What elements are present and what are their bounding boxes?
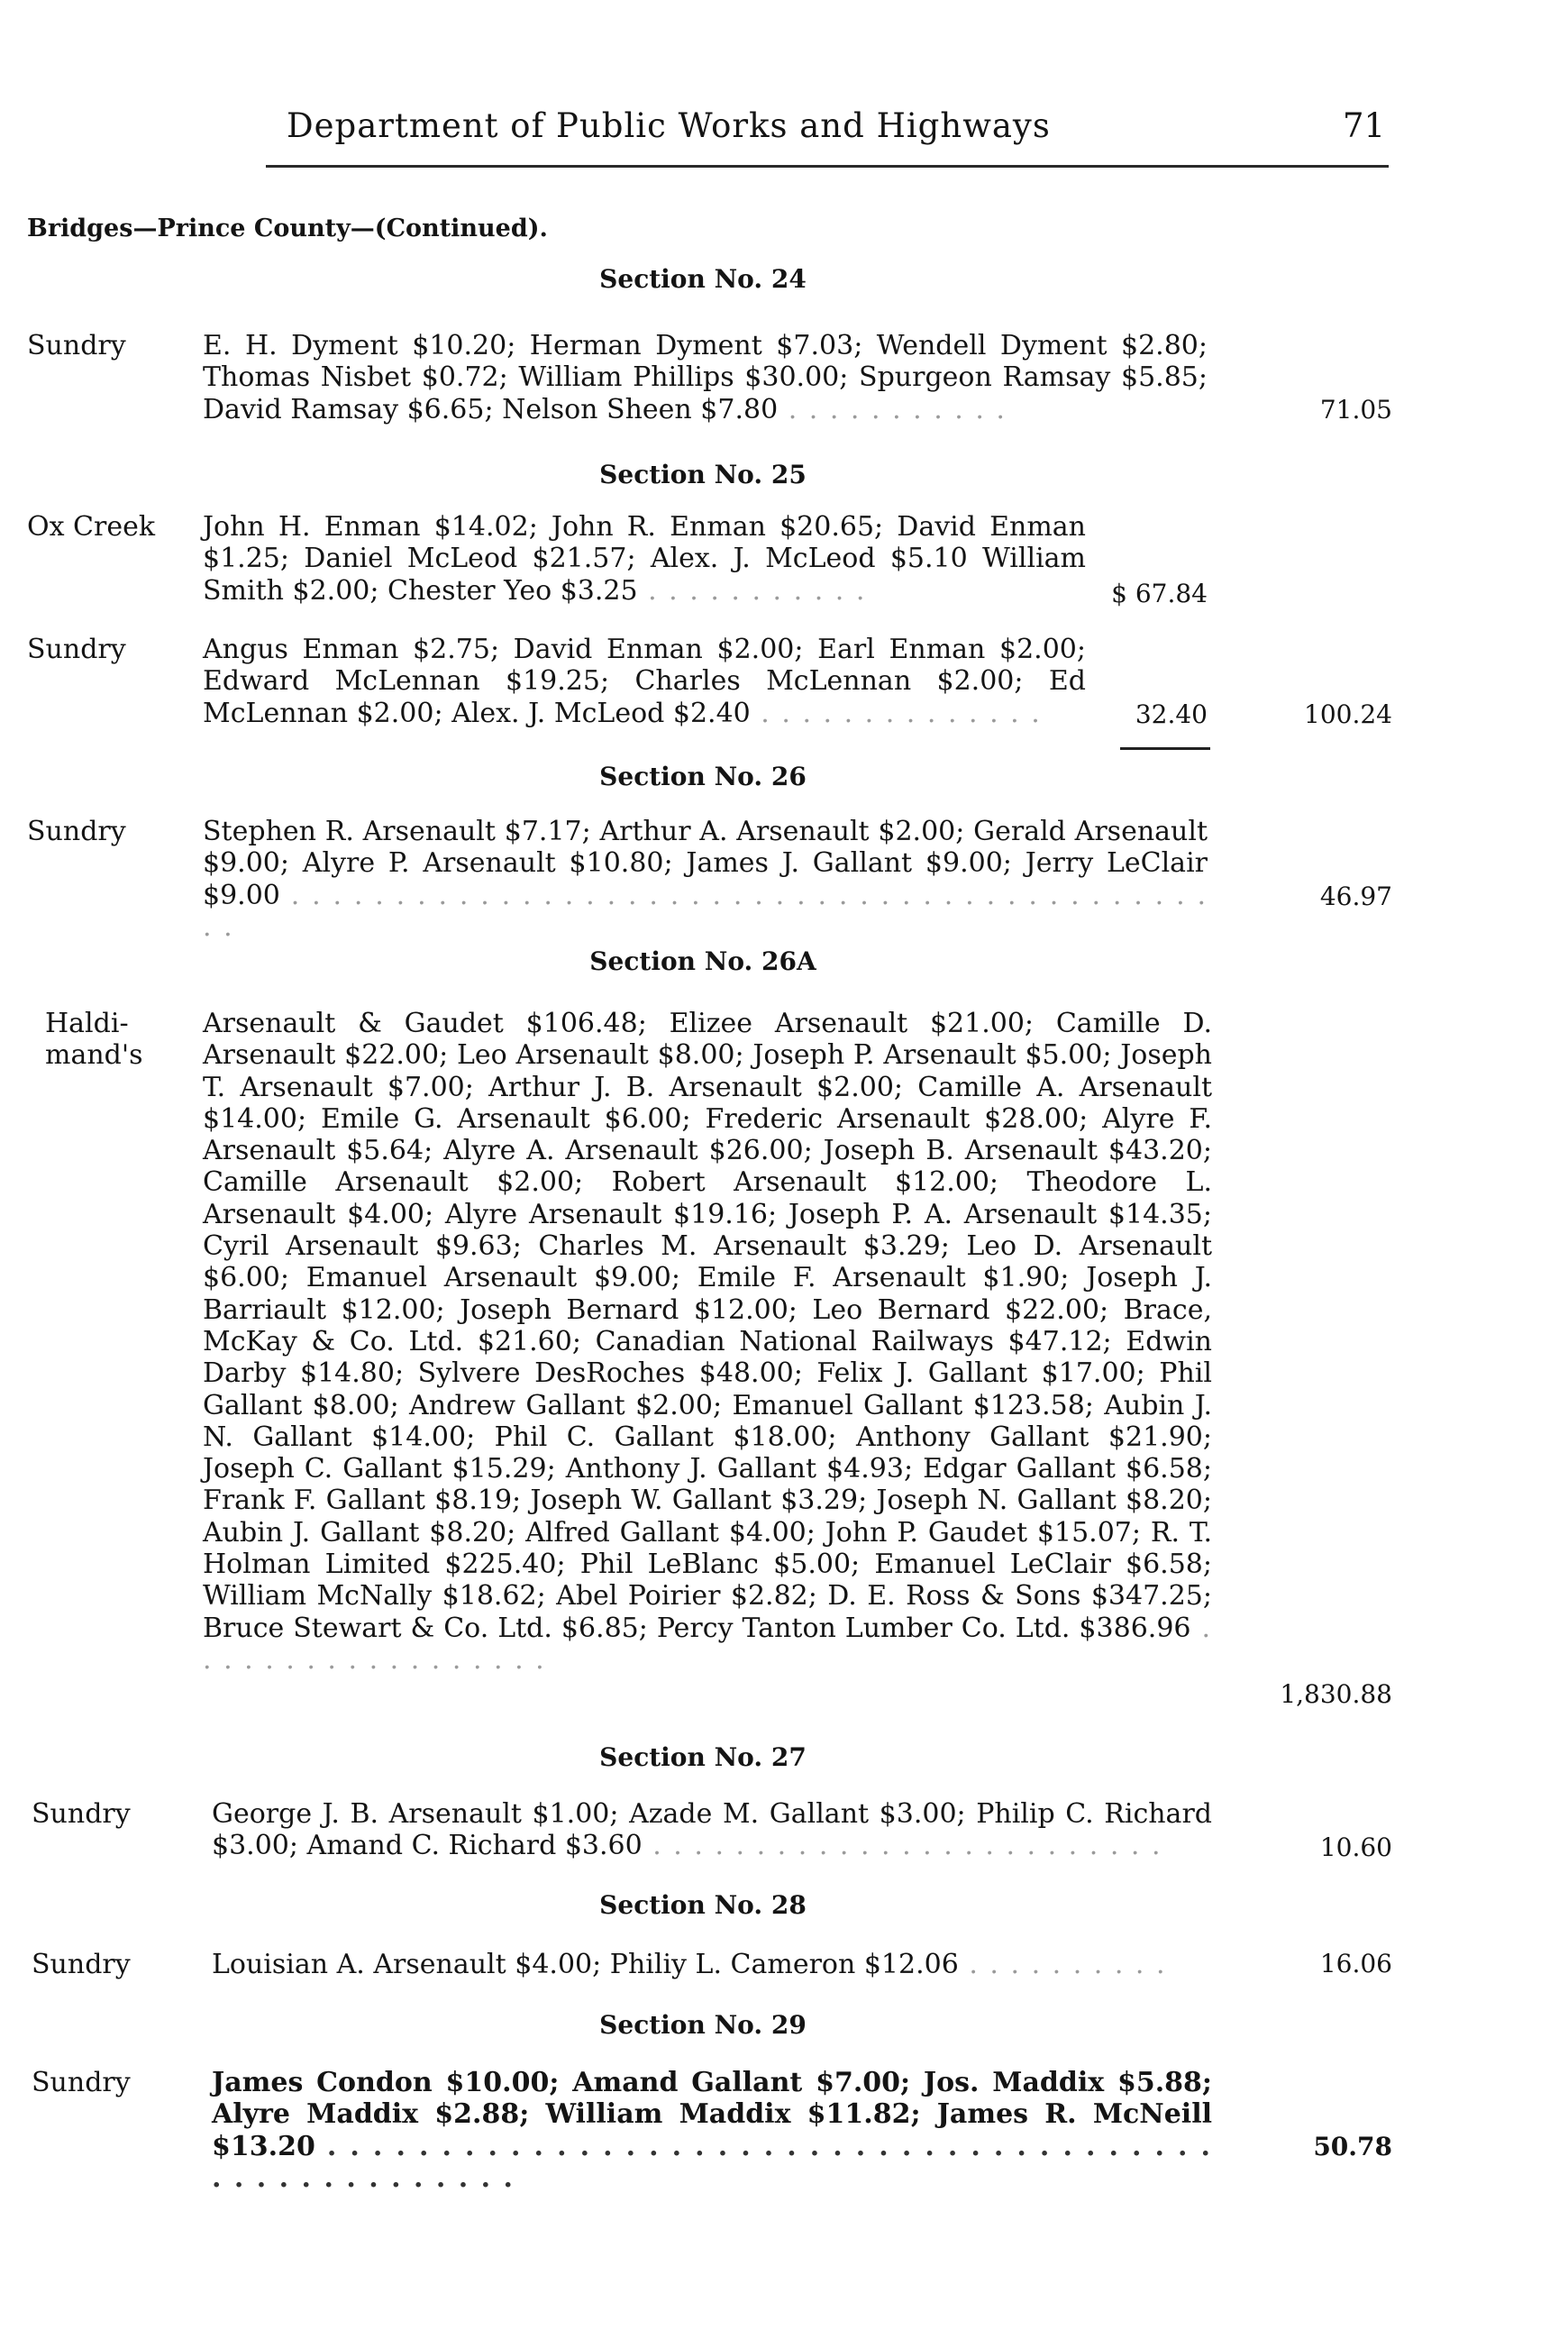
- section-total: 50.78: [1313, 2132, 1392, 2161]
- section-heading-29: Section No. 29: [599, 2010, 807, 2040]
- entry-location: Sundry: [27, 816, 126, 847]
- entry-text: James Condon $10.00; Amand Gallant $7.00; Jos. Maddix $5.88; Alyre Maddix $2.88; William Maddix $11.82; James R. McNeill $13.20 . . . . . . . . . . . . . . . . . . . . . . . . . . . . . . . . . . . . . . . . . . . . . . . . . . . . .: [212, 2067, 1212, 2194]
- section-total: 10.60: [1319, 1832, 1392, 1862]
- section-heading-26: Section No. 26: [599, 762, 807, 791]
- entry-text: George J. B. Arsenault $1.00; Azade M. Gallant $3.00; Philip C. Richard $3.00; Amand C. Richard $3.60 . . . . . . . . . . . . . . . . . . . . . . . . .: [212, 1798, 1212, 1862]
- section-heading-27: Section No. 27: [599, 1742, 807, 1772]
- entry-text: Louisian A. Arsenault $4.00; Philiy L. Cameron $12.06 . . . . . . . . . .: [212, 1949, 1167, 1980]
- section-heading-28: Section No. 28: [599, 1890, 807, 1920]
- entry-location: Sundry: [32, 1949, 131, 1980]
- section-total: 16.06: [1319, 1949, 1392, 1978]
- entry-subtotal: $ 67.84: [1111, 579, 1208, 608]
- entry-text: John H. Enman $14.02; John R. Enman $20.65; David Enman $1.25; Daniel McLeod $21.57; Alex. J. McLeod $5.10 William Smith $2.00; Chester Yeo $3.25 . . . . . . . . . . .: [203, 511, 1086, 607]
- entry-text: Arsenault & Gaudet $106.48; Elizee Arsenault $21.00; Camille D. Arsenault $22.00; Leo Arsenault $8.00; Joseph P. Arsenault $5.00; Joseph T. Arsenault $7.00; Arthur J. B. Arsenault $2.00; Camille A. Arsenault $14.00; Emile G. Arsenault $6.00; Frederic Arsenault $28.00; Alyre F. Arsenault $5.64; Alyre A. Arsenault $26.00; Joseph B. Arsenault $43.20; Camille Arsenault $2.00; Robert Arsenault $12.00; Theodore L. Arsenault $4.00; Alyre Arsenault $19.16; Joseph P. A. Arsenault $14.35; Cyril Arsenault $9.63; Charles M. Arsenault $3.29; Leo D. Arsenault $6.00; Emanuel Arsenault $9.00; Emile F. Arsenault $1.90; Joseph J. Barriault $12.00; Joseph Bernard $12.00; Leo Bernard $22.00; Brace, McKay & Co. Ltd. $21.60; Canadian National Railways $47.12; Edwin Darby $14.80; Sylvere DesRoches $48.00; Felix J. Gallant $17.00; Phil Gallant $8.00; Andrew Gallant $2.00; Emanuel Gallant $123.58; Aubin J. N. Gallant $14.00; Phil C. Gallant $18.00; Anthony Gallant $21.90; Joseph C. Gallant $15.29; Anthony J. Gallant $4.93; Edgar Gallant $6.58; Frank F. Gallant $8.19; Joseph W. Gallant $3.29; Joseph N. Gallant $8.20; Aubin J. Gallant $8.20; Alfred Gallant $4.00; John P. Gaudet $15.07; R. T. Holman Limited $225.40; Phil LeBlanc $5.00; Emanuel LeClair $6.58; William McNally $18.62; Abel Poirier $2.82; D. E. Ross & Sons $347.25; Bruce Stewart & Co. Ltd. $6.85; Percy Tanton Lumber Co. Ltd. $386.96 . . . . . . . . . . . . . . . . . .: [203, 1008, 1213, 1676]
- entry-location: Sundry: [32, 2067, 131, 2098]
- section-heading-24: Section No. 24: [599, 264, 807, 294]
- entry-location: Ox Creek: [27, 511, 156, 543]
- entry-subtotal: 32.40: [1135, 699, 1208, 729]
- entry-location: Haldi- mand's: [45, 1008, 143, 1071]
- section-total: 1,830.88: [1280, 1679, 1392, 1709]
- entry-location: Sundry: [27, 330, 126, 361]
- section-subtitle: Bridges—Prince County—(Continued).: [27, 215, 548, 242]
- section-heading-26a: Section No. 26A: [589, 946, 816, 976]
- section-total: 71.05: [1319, 395, 1392, 425]
- header-rule: [266, 165, 1389, 168]
- entry-location: Sundry: [32, 1798, 131, 1830]
- entry-text: E. H. Dyment $10.20; Herman Dyment $7.03; Wendell Dyment $2.80; Thomas Nisbet $0.72; William Phillips $30.00; Spurgeon Ramsay $5.85; David Ramsay $6.65; Nelson Sheen $7.80 . . . . . . . . . . .: [203, 330, 1208, 425]
- page-title: Department of Public Works and Highways: [287, 106, 1051, 145]
- subtotal-rule: [1120, 747, 1210, 750]
- entry-text: Angus Enman $2.75; David Enman $2.00; Earl Enman $2.00; Edward McLennan $19.25; Charles McLennan $2.00; Ed McLennan $2.00; Alex. J. McLeod $2.40 . . . . . . . . . . . . . .: [203, 634, 1086, 729]
- page-header: [0, 106, 1406, 160]
- page-number: 71: [1343, 106, 1386, 145]
- entry-location: Sundry: [27, 634, 126, 665]
- section-total: 46.97: [1319, 882, 1392, 911]
- entry-text: Stephen R. Arsenault $7.17; Arthur A. Arsenault $2.00; Gerald Arsenault $9.00; Alyre P. Arsenault $10.80; James J. Gallant $9.00; Jerry LeClair $9.00 . . . . . . . . . . . . . . . . . . . . . . . . . . . . . . . . . . . . . . . . . . . . . .: [203, 816, 1208, 943]
- section-heading-25: Section No. 25: [599, 460, 807, 489]
- section-total: 100.24: [1304, 699, 1392, 729]
